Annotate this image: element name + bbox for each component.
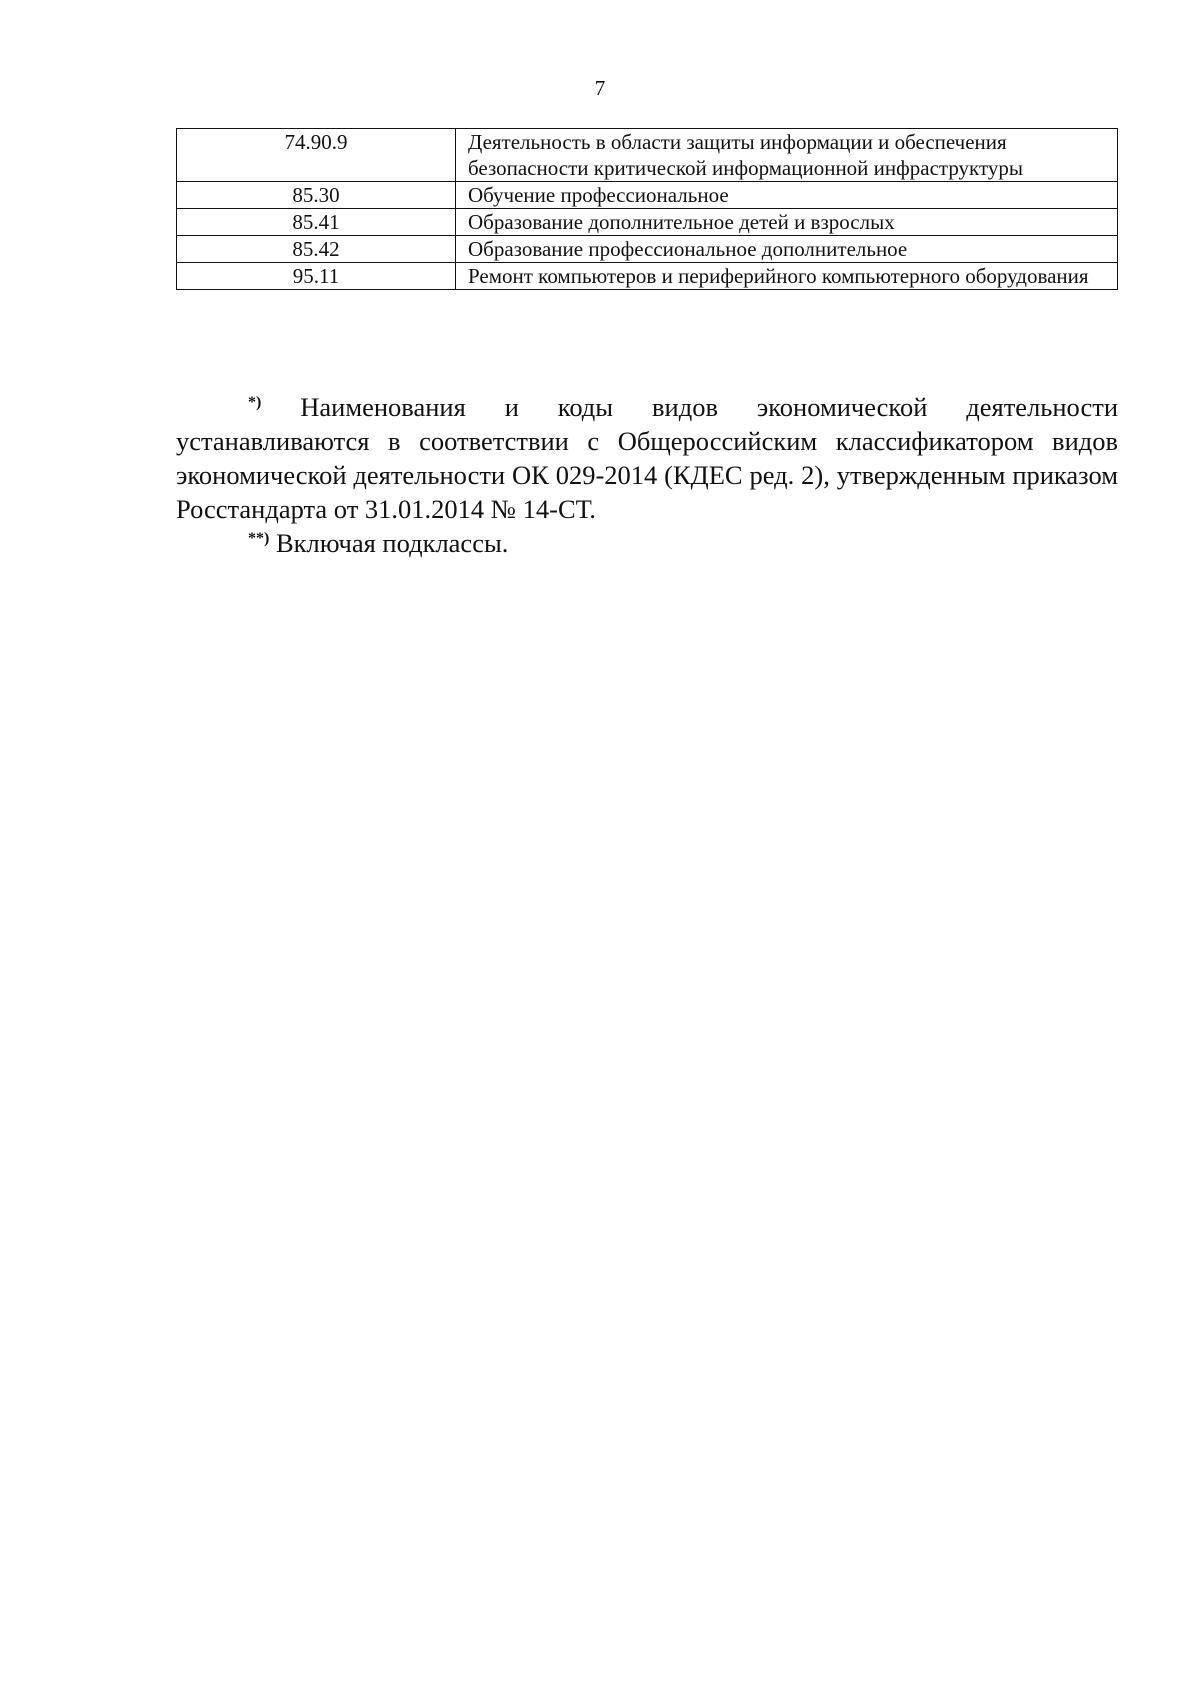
activity-name: Ремонт компьютеров и периферийного компьютерного оборудования — [456, 263, 1118, 290]
table-row — [177, 209, 1118, 236]
activity-name: Деятельность в области защиты информации и обеспечения безопасности критической информационной инфраструктуры — [456, 129, 1118, 182]
activity-code: 85.41 — [177, 209, 456, 236]
page-number: 7 — [594, 76, 606, 100]
footnote-text: Наименования и коды видов экономической деятельности устанавливаются в соответствии с Общероссийским классификатором видов экономической деятельности ОК 029-2014 (КДЕС ред. 2), утвержденным приказом Росстандарта от 31.01.2014 № 14-СТ. — [176, 392, 1118, 524]
footnote-text: Включая подклассы. — [269, 528, 509, 558]
footnote-marker: **) — [248, 530, 270, 547]
table-row — [177, 263, 1118, 290]
activity-code: 85.30 — [177, 182, 456, 209]
footnote-classifier — [176, 390, 1118, 526]
activity-code: 74.90.9 — [177, 129, 456, 182]
activity-codes-table — [176, 128, 1118, 290]
table-row — [177, 236, 1118, 263]
footnote-marker: *) — [248, 394, 262, 411]
activity-name: Образование профессиональное дополнительное — [456, 236, 1118, 263]
table-row — [177, 182, 1118, 209]
activity-name: Образование дополнительное детей и взрослых — [456, 209, 1118, 236]
activity-name: Обучение профессиональное — [456, 182, 1118, 209]
activity-code: 95.11 — [177, 263, 456, 290]
activity-code: 85.42 — [177, 236, 456, 263]
footnotes — [176, 390, 1118, 560]
footnote-subclasses — [176, 526, 1118, 560]
table-row — [177, 129, 1118, 182]
